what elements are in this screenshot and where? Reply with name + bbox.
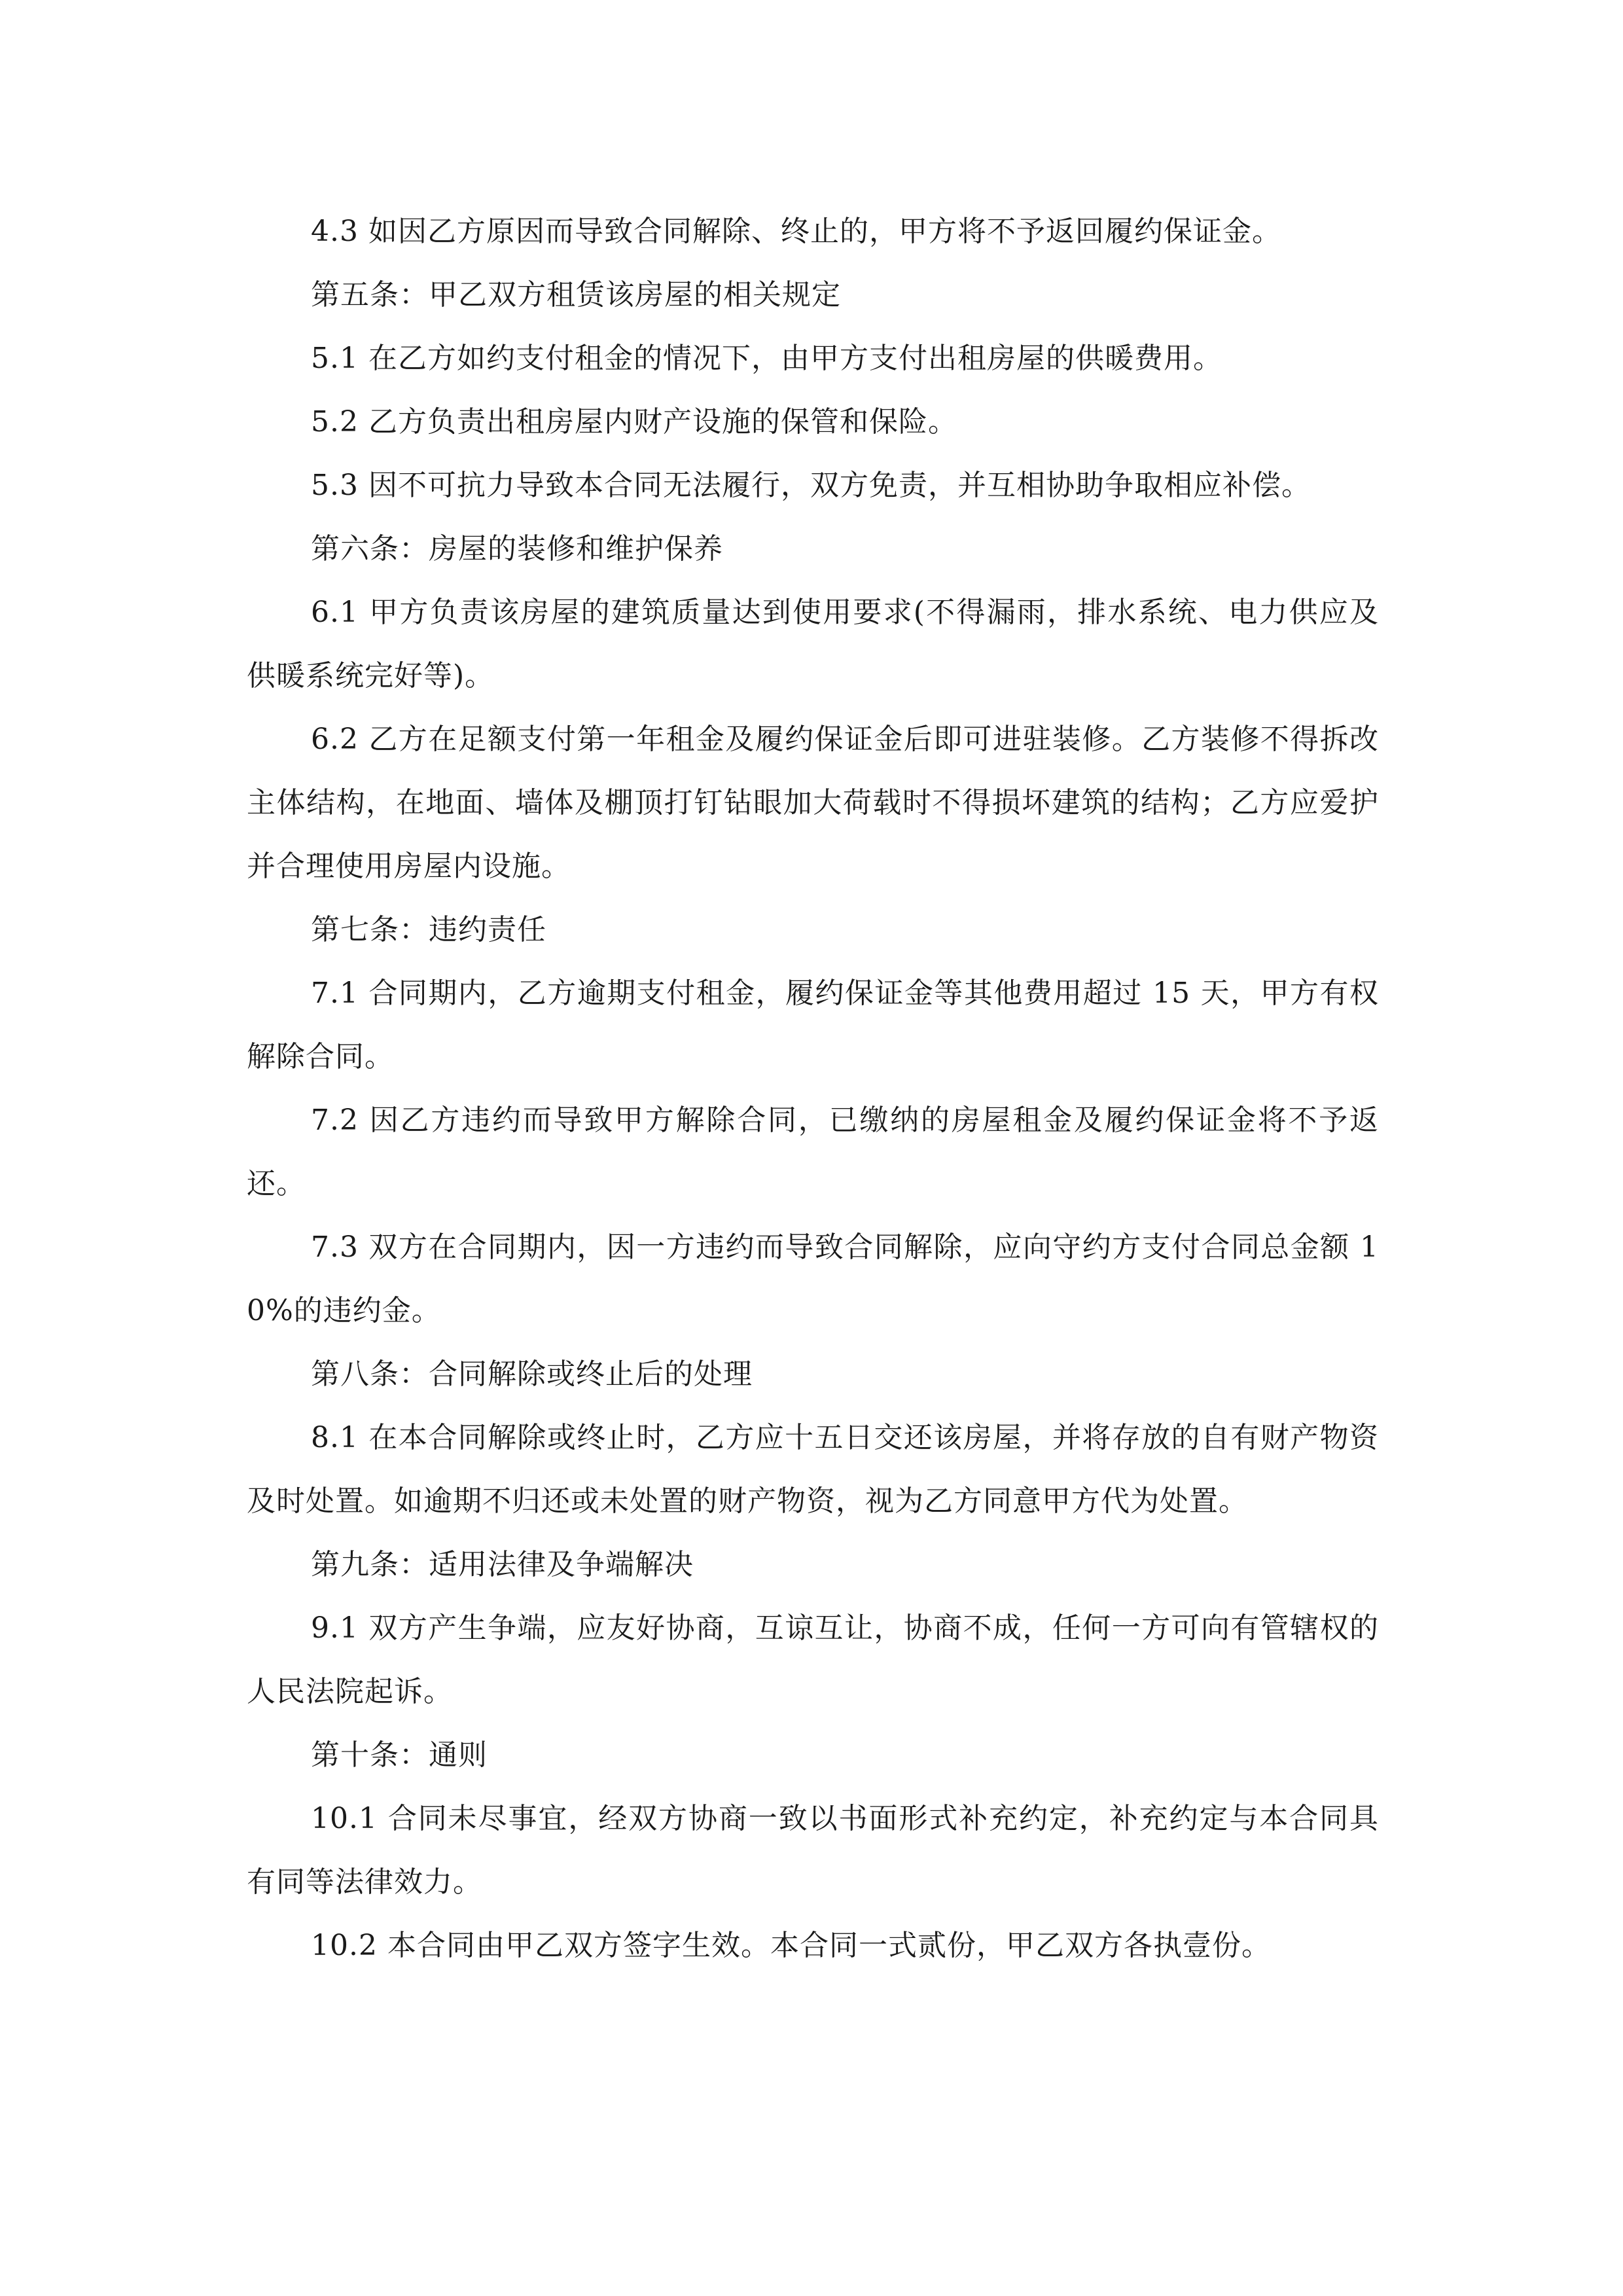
clause-7-1: 7.1 合同期内，乙方逾期支付租金，履约保证金等其他费用超过 15 天，甲方有权解除合同。 — [247, 977, 1379, 1073]
article-6-heading: 第六条：房屋的装修和维护保养 — [311, 532, 723, 565]
clause-4-3: 4.3 如因乙方原因而导致合同解除、终止的，甲方将不予返回履约保证金。 — [311, 215, 1281, 248]
clause-5-1: 5.1 在乙方如约支付租金的情况下，由甲方支付出租房屋的供暖费用。 — [311, 342, 1222, 375]
article-10-heading: 第十条：通则 — [311, 1738, 488, 1772]
clause-8-1: 8.1 在本合同解除或终止时，乙方应十五日交还该房屋，并将存放的自有财产物资及时处置。如逾期不归还或未处置的财产物资，视为乙方同意甲方代为处置。 — [247, 1421, 1379, 1518]
clause-6-1: 6.1 甲方负责该房屋的建筑质量达到使用要求(不得漏雨，排水系统、电力供应及供暖系统完好等)。 — [247, 596, 1379, 692]
clause-9-1: 9.1 双方产生争端，应友好协商，互谅互让，协商不成，任何一方可向有管辖权的人民法院起诉。 — [247, 1611, 1379, 1708]
clause-6-2: 6.2 乙方在足额支付第一年租金及履约保证金后即可进驻装修。乙方装修不得拆改主体结构，在地面、墙体及棚顶打钉钻眼加大荷载时不得损坏建筑的结构；乙方应爱护并合理使用房屋内设施。 — [247, 723, 1379, 883]
clause-10-2: 10.2 本合同由甲乙双方签字生效。本合同一式贰份，甲乙双方各执壹份。 — [311, 1929, 1271, 1962]
clause-7-3: 7.3 双方在合同期内，因一方违约而导致合同解除，应向守约方支付合同总金额 10%的违约金。 — [247, 1230, 1379, 1327]
clause-5-2: 5.2 乙方负责出租房屋内财产设施的保管和保险。 — [311, 405, 957, 439]
article-5-heading: 第五条：甲乙双方租赁该房屋的相关规定 — [311, 278, 841, 312]
contract-body — [247, 200, 1379, 1977]
clause-10-1: 10.1 合同未尽事宜，经双方协商一致以书面形式补充约定，补充约定与本合同具有同等法律效力。 — [247, 1802, 1379, 1899]
clause-7-2: 7.2 因乙方违约而导致甲方解除合同，已缴纳的房屋租金及履约保证金将不予返还。 — [247, 1103, 1379, 1200]
clause-5-3: 5.3 因不可抗力导致本合同无法履行，双方免责，并互相协助争取相应补偿。 — [311, 469, 1311, 502]
article-7-heading: 第七条：违约责任 — [311, 913, 546, 946]
article-9-heading: 第九条：适用法律及争端解决 — [311, 1548, 694, 1581]
article-8-heading: 第八条：合同解除或终止后的处理 — [311, 1357, 753, 1391]
